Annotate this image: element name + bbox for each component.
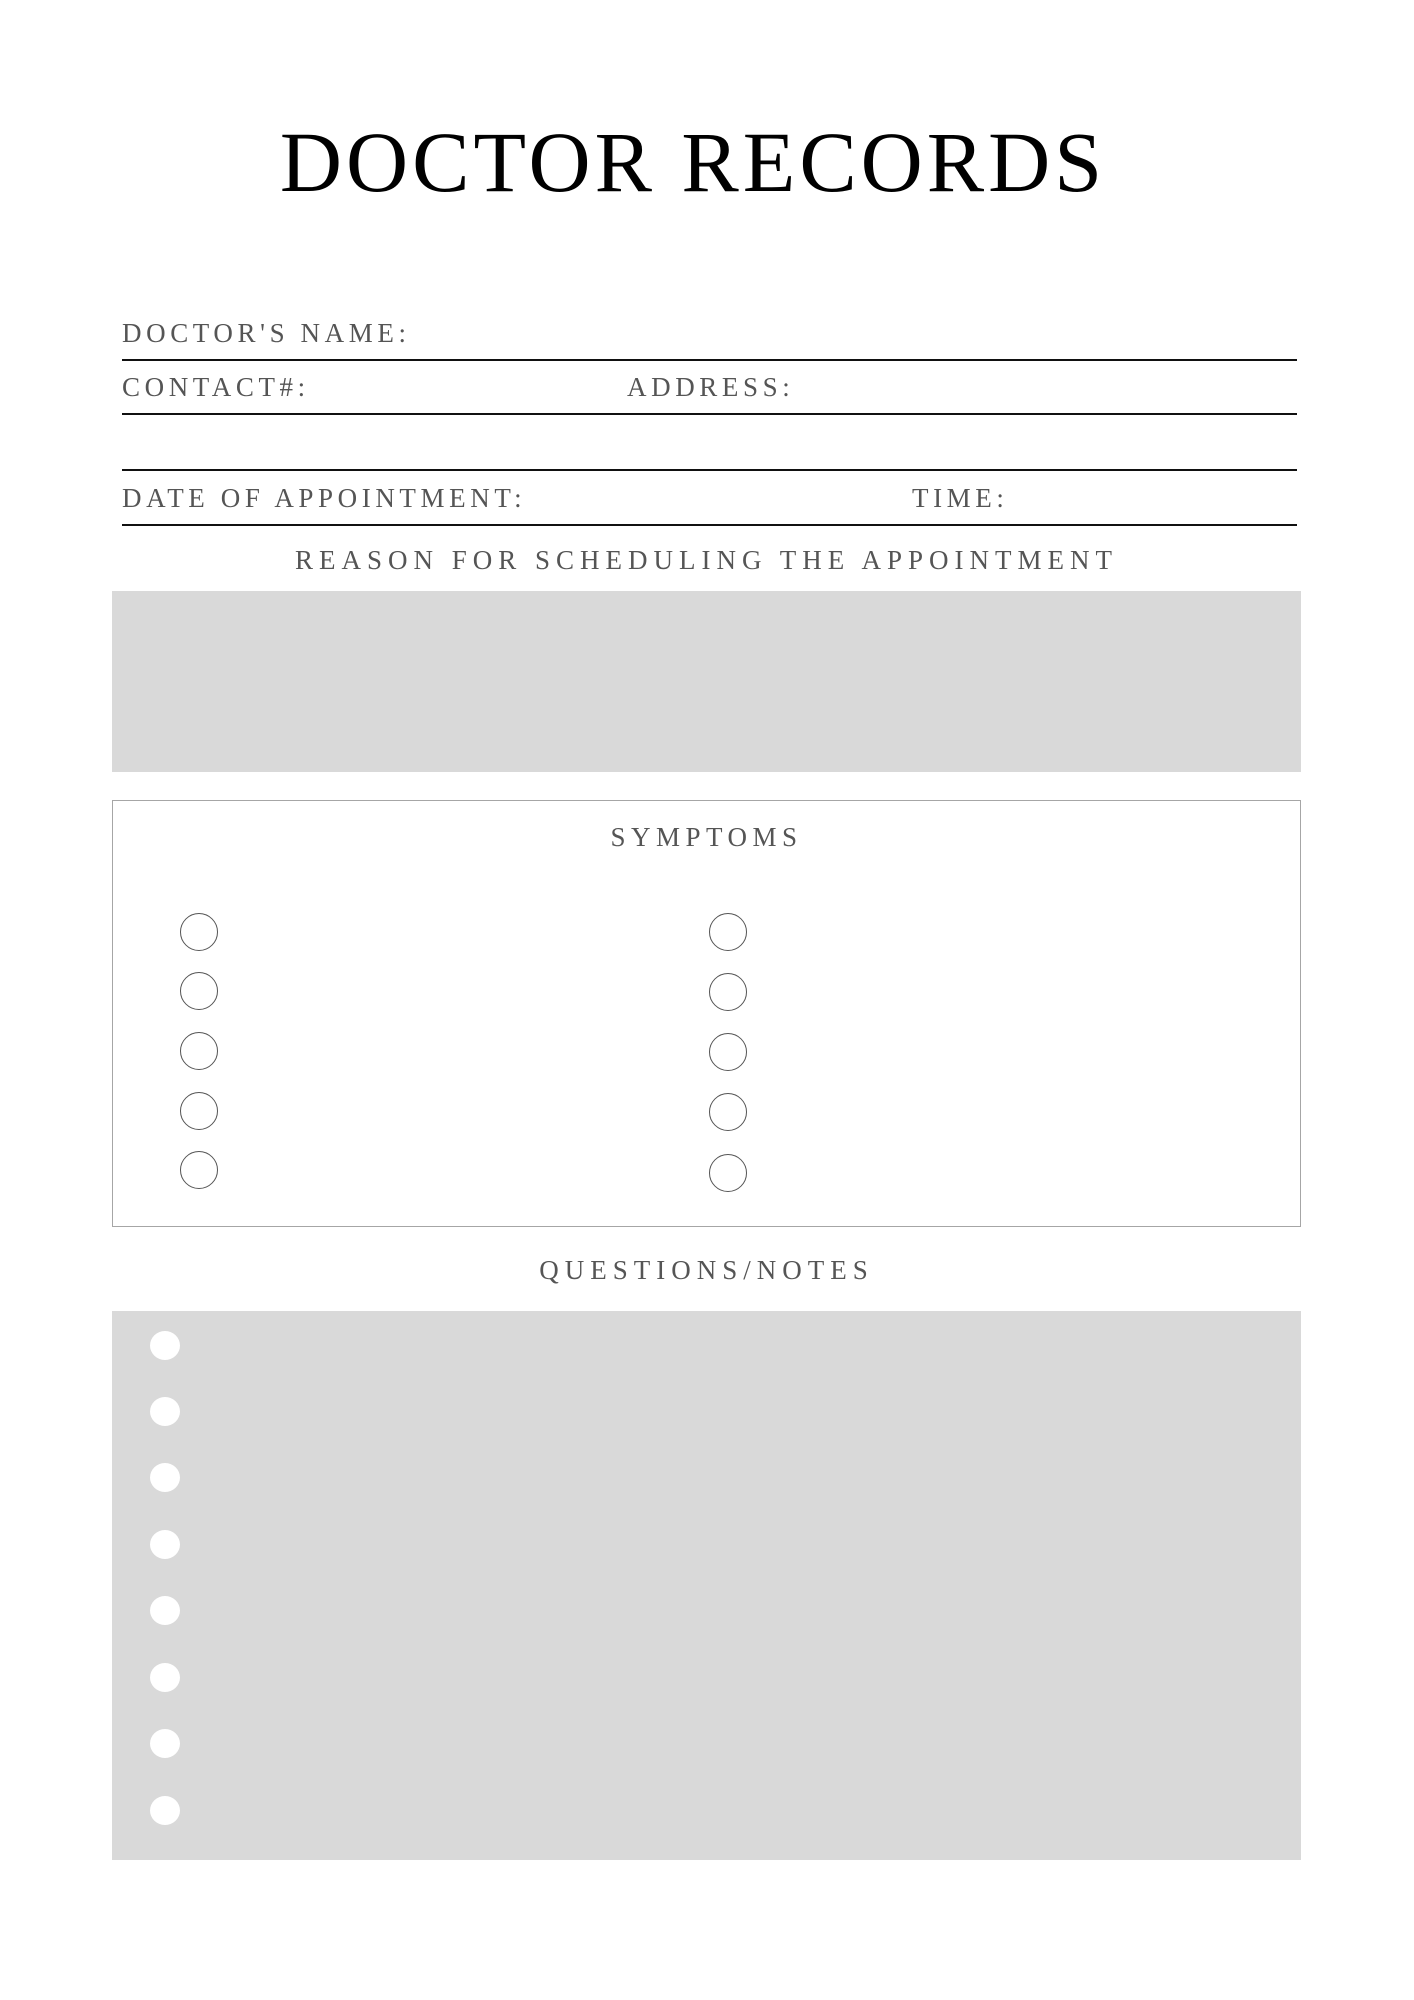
date-time-rule bbox=[122, 524, 1297, 526]
note-input[interactable] bbox=[200, 1391, 1284, 1433]
reason-box bbox=[112, 591, 1301, 772]
contact-label: CONTACT#: bbox=[122, 372, 310, 402]
bullet-icon bbox=[150, 1596, 180, 1625]
symptom-checkbox[interactable] bbox=[180, 1092, 218, 1130]
page-title: DOCTOR RECORDS bbox=[279, 114, 1107, 210]
bullet-icon bbox=[150, 1397, 180, 1426]
symptom-checkbox[interactable] bbox=[709, 913, 747, 951]
address-line2-rule bbox=[122, 469, 1297, 471]
bullet-icon bbox=[150, 1796, 180, 1825]
symptom-checkbox[interactable] bbox=[709, 1033, 747, 1071]
note-input[interactable] bbox=[200, 1723, 1284, 1765]
questions-notes-heading: QUESTIONS/NOTES bbox=[539, 1255, 874, 1285]
symptom-checkbox[interactable] bbox=[180, 1151, 218, 1189]
address-line2-field[interactable] bbox=[122, 430, 1292, 462]
symptom-input[interactable] bbox=[235, 1034, 659, 1070]
symptom-input[interactable] bbox=[764, 975, 1268, 1011]
bullet-icon bbox=[150, 1463, 180, 1492]
symptom-input[interactable] bbox=[764, 1035, 1268, 1071]
reason-heading: REASON FOR SCHEDULING THE APPOINTMENT bbox=[294, 545, 1119, 575]
symptom-input[interactable] bbox=[235, 915, 659, 951]
contact-address-rule bbox=[122, 413, 1297, 415]
symptom-checkbox[interactable] bbox=[709, 1093, 747, 1131]
doctor-name-label: DOCTOR'S NAME: bbox=[122, 318, 411, 348]
doctor-name-rule bbox=[122, 359, 1297, 361]
symptom-input[interactable] bbox=[235, 1094, 659, 1130]
address-field[interactable] bbox=[800, 372, 1290, 404]
note-input[interactable] bbox=[200, 1325, 1284, 1367]
symptom-checkbox[interactable] bbox=[180, 913, 218, 951]
contact-field[interactable] bbox=[330, 372, 610, 404]
note-input[interactable] bbox=[200, 1590, 1284, 1632]
symptom-input[interactable] bbox=[764, 1095, 1268, 1131]
address-label: ADDRESS: bbox=[627, 372, 795, 402]
symptom-input[interactable] bbox=[235, 1153, 659, 1189]
note-input[interactable] bbox=[200, 1457, 1284, 1499]
symptom-input[interactable] bbox=[764, 915, 1268, 951]
symptom-input[interactable] bbox=[235, 974, 659, 1010]
time-label: TIME: bbox=[912, 483, 1009, 513]
reason-input[interactable] bbox=[112, 591, 1301, 772]
symptom-input[interactable] bbox=[764, 1156, 1268, 1192]
symptom-checkbox[interactable] bbox=[180, 972, 218, 1010]
bullet-icon bbox=[150, 1729, 180, 1758]
note-input[interactable] bbox=[200, 1657, 1284, 1699]
bullet-icon bbox=[150, 1530, 180, 1559]
doctor-name-field[interactable] bbox=[420, 318, 1290, 350]
symptom-checkbox[interactable] bbox=[709, 1154, 747, 1192]
symptom-checkbox[interactable] bbox=[180, 1032, 218, 1070]
bullet-icon bbox=[150, 1663, 180, 1692]
date-of-appointment-label: DATE OF APPOINTMENT: bbox=[122, 483, 527, 513]
symptom-checkbox[interactable] bbox=[709, 973, 747, 1011]
time-field[interactable] bbox=[1015, 483, 1290, 515]
date-of-appointment-field[interactable] bbox=[545, 483, 895, 515]
bullet-icon bbox=[150, 1331, 180, 1360]
symptoms-heading: SYMPTOMS bbox=[610, 822, 803, 852]
note-input[interactable] bbox=[200, 1790, 1284, 1832]
note-input[interactable] bbox=[200, 1524, 1284, 1566]
